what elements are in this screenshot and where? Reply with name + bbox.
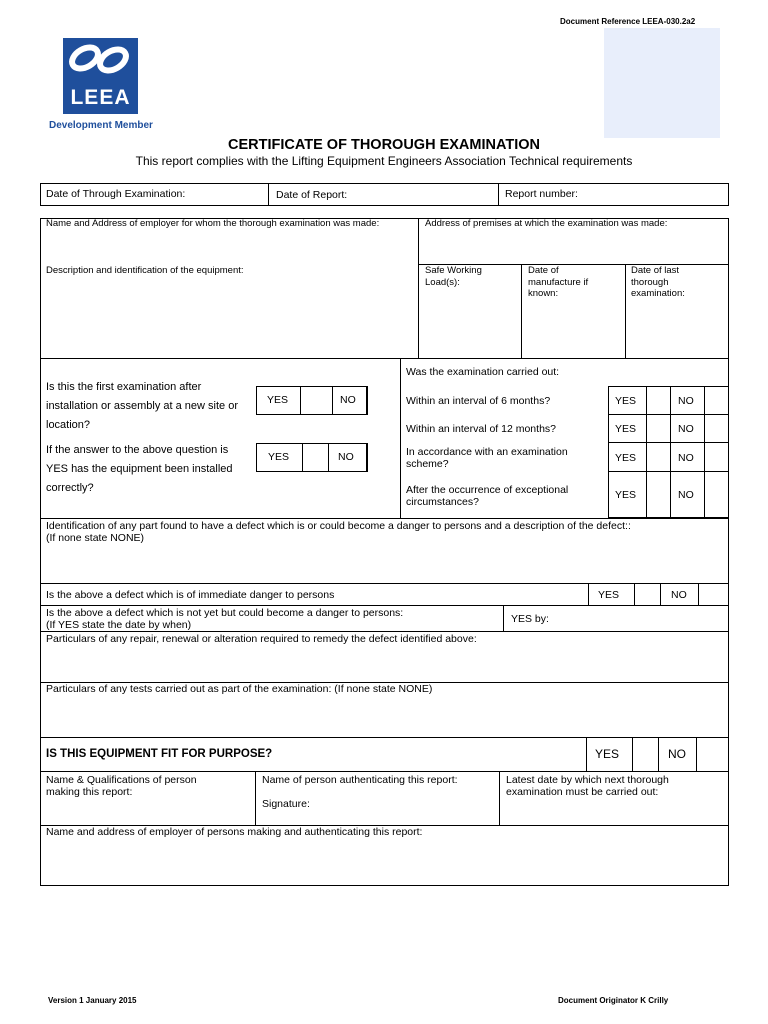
twelve-months-no: NO	[678, 423, 694, 435]
next-exam-date-label: Latest date by which next thorough examination must be carried out:	[506, 774, 669, 798]
page-title: CERTIFICATE OF THOROUGH EXAMINATION	[227, 137, 540, 153]
repair-label: Particulars of any repair, renewal or alteration required to remedy the defect identified above:	[46, 633, 477, 645]
page-subtitle: This report complies with the Lifting Equipment Engineers Association Technical requirements	[135, 154, 633, 168]
installed-yes: YES	[268, 451, 290, 463]
version-footer: Version 1 January 2015	[48, 996, 137, 1005]
name-qualifications-label: Name & Qualifications of person making this report:	[46, 774, 197, 798]
exceptional-question: After the occurrence of exceptional circumstances?	[406, 484, 569, 508]
first-exam-question: Is this the first examination after installation or assembly at a new site or location?	[46, 381, 238, 431]
six-months-yes: YES	[615, 395, 637, 407]
immediate-danger-yes: YES	[598, 589, 620, 601]
originator-footer: Document Originator K Crilly	[558, 996, 669, 1005]
first-exam-yes-checkbox[interactable]	[300, 386, 301, 415]
not-yet-danger-question: Is the above a defect which is not yet but could become a danger to persons: (If YES state the date by when)	[46, 607, 404, 631]
logo-caption: Development Member	[49, 120, 153, 131]
employer-of-persons-label: Name and address of employer of persons making and authenticating this report:	[46, 826, 423, 838]
logo-text: LEEA	[70, 86, 131, 109]
immediate-danger-no: NO	[671, 589, 687, 601]
premises-label: Address of premises at which the examination was made:	[425, 218, 668, 229]
exceptional-no: NO	[678, 489, 694, 501]
installed-question: If the answer to the above question is YES has the equipment been installed correctly?	[46, 444, 233, 494]
authenticating-person-label: Name of person authenticating this report:	[262, 774, 458, 786]
fit-no: NO	[668, 747, 686, 761]
scheme-no: NO	[678, 452, 694, 464]
employer-label: Name and Address of employer for whom the thorough examination was made:	[46, 218, 380, 229]
swl-label: Safe Working Load(s):	[425, 265, 482, 288]
chain-link-icon	[63, 38, 138, 88]
exceptional-yes: YES	[615, 489, 637, 501]
scheme-question: In accordance with an examination scheme?	[406, 446, 568, 470]
equipment-description-label: Description and identification of the equipment:	[46, 265, 244, 276]
date-report-label: Date of Report:	[276, 189, 348, 201]
defect-identification-label: Identification of any part found to have a defect which is or could become a danger to persons and a description of the defect:: (If none state NONE)	[46, 520, 631, 544]
manufacture-date-label: Date of manufacture if known:	[528, 265, 589, 299]
document-reference: Document Reference LEEA-030.2a2	[560, 17, 696, 26]
leea-logo	[63, 38, 138, 114]
installed-no: NO	[338, 451, 354, 463]
yes-by-label: YES by:	[511, 613, 549, 625]
carried-out-label: Was the examination carried out:	[406, 366, 560, 378]
stamp-area	[604, 28, 720, 138]
six-months-no: NO	[678, 395, 694, 407]
six-months-question: Within an interval of 6 months?	[406, 395, 551, 407]
last-exam-date-label: Date of last thorough examination:	[631, 265, 685, 299]
signature-label: Signature:	[262, 798, 310, 810]
twelve-months-question: Within an interval of 12 months?	[406, 423, 556, 435]
first-exam-yes: YES	[267, 394, 289, 406]
first-exam-no: NO	[340, 394, 356, 406]
twelve-months-yes: YES	[615, 423, 637, 435]
fit-for-purpose-question: IS THIS EQUIPMENT FIT FOR PURPOSE?	[46, 748, 273, 760]
report-number-label: Report number:	[505, 188, 578, 200]
immediate-danger-question: Is the above a defect which is of immediate danger to persons	[46, 589, 335, 601]
scheme-yes: YES	[615, 452, 637, 464]
date-exam-label: Date of Through Examination:	[46, 188, 186, 200]
tests-label: Particulars of any tests carried out as part of the examination: (If none state NONE)	[46, 683, 433, 695]
fit-yes: YES	[595, 747, 620, 761]
